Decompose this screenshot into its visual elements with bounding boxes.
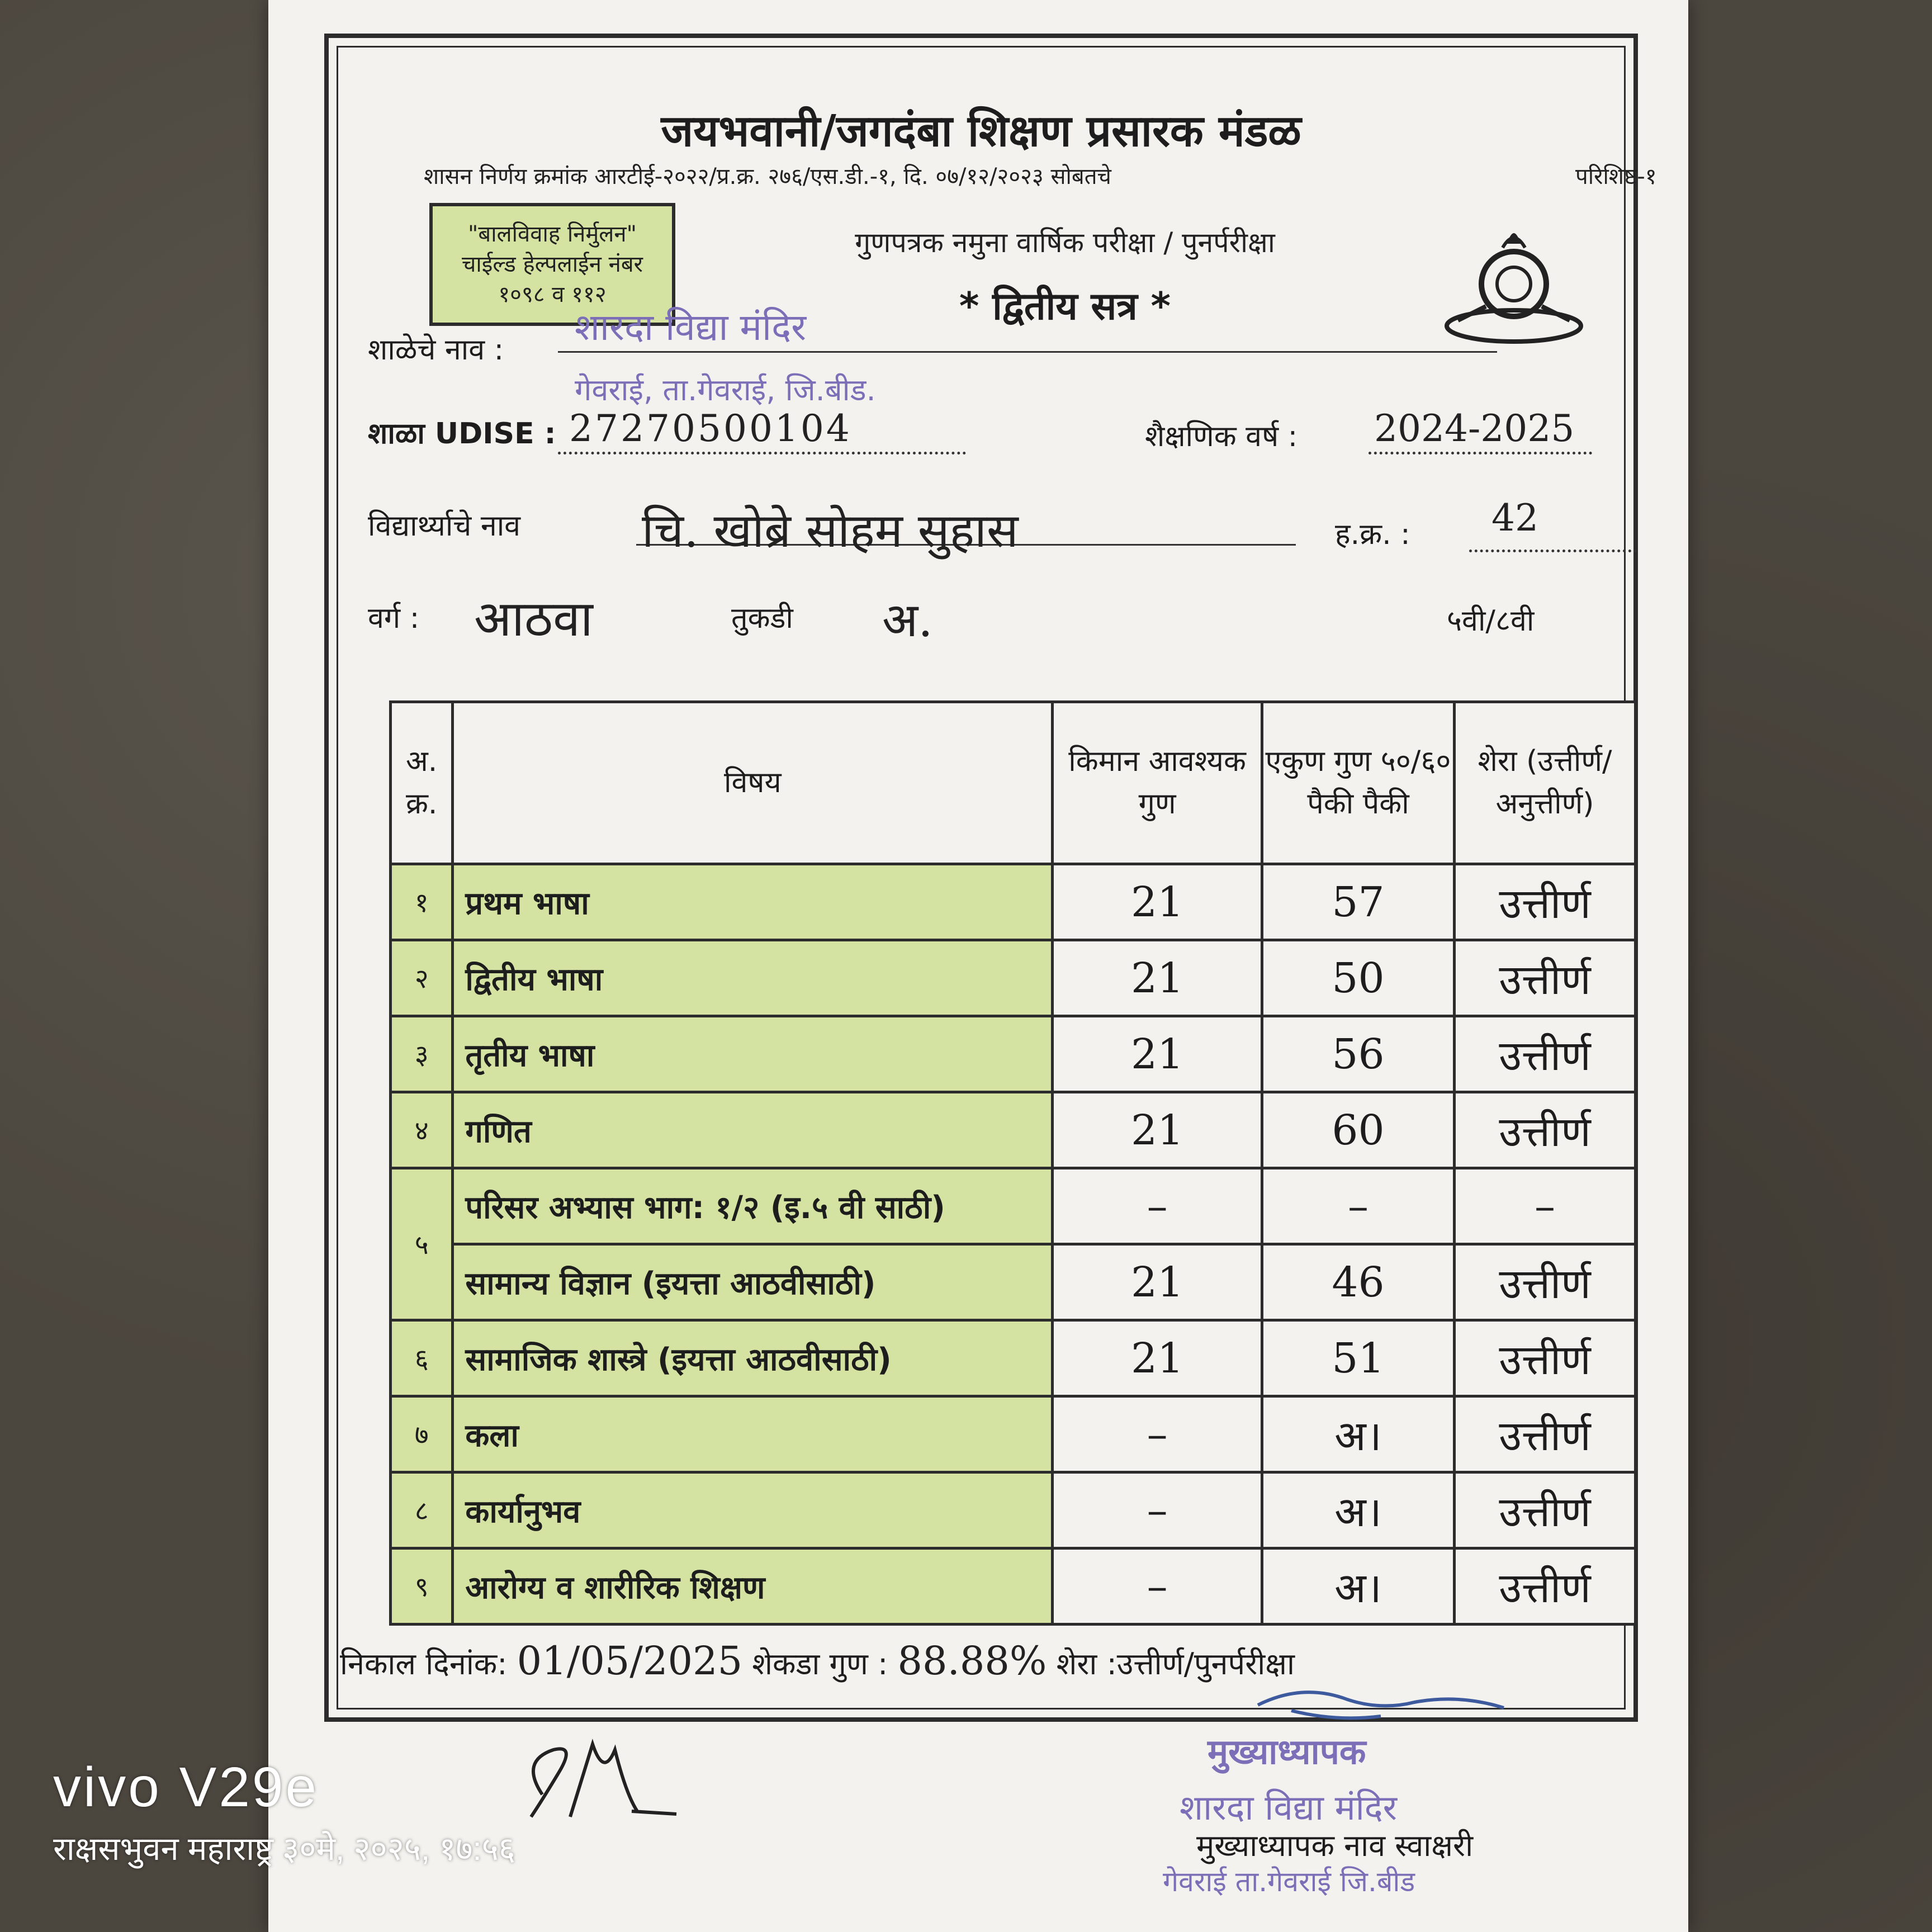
udise-value: 27270500104 bbox=[569, 407, 852, 450]
row-subject: कार्यानुभव bbox=[453, 1472, 1053, 1549]
row-remark: – bbox=[1455, 1168, 1636, 1244]
camera-watermark bbox=[53, 1755, 515, 1869]
header-min-marks: किमान आवश्यक गुण bbox=[1053, 702, 1262, 864]
row-serial: ३ bbox=[391, 1016, 453, 1092]
table-row bbox=[391, 1016, 1636, 1092]
school-address-stamp: गेवराई, ता.गेवराई, जि.बीड. bbox=[575, 372, 876, 408]
class-teacher-signature bbox=[509, 1727, 710, 1834]
row-total-marks: अ। bbox=[1262, 1396, 1454, 1472]
table-row bbox=[391, 1320, 1636, 1396]
row-min-marks: – bbox=[1053, 1549, 1262, 1625]
row-min-marks: – bbox=[1053, 1472, 1262, 1549]
academic-year-dotted-line bbox=[1368, 452, 1592, 454]
row-min-marks: 21 bbox=[1053, 1092, 1262, 1168]
table-row bbox=[391, 1549, 1636, 1625]
table-row bbox=[391, 1244, 1636, 1320]
table-row bbox=[391, 940, 1636, 1016]
semester-title: * द्वितीय सत्र * bbox=[959, 285, 1171, 329]
photo-location-time: राक्षसभुवन महाराष्ट्र ३०मे, २०२५, १७:५६ bbox=[53, 1831, 515, 1867]
school-emblem-logo bbox=[1441, 222, 1587, 351]
row-total-marks: 46 bbox=[1262, 1244, 1454, 1320]
table-row bbox=[391, 1092, 1636, 1168]
percent-label: शेकडा गुण : bbox=[752, 1646, 888, 1682]
percent-value: 88.88% bbox=[897, 1638, 1047, 1684]
row-subject: गणित bbox=[453, 1092, 1053, 1168]
row-serial: २ bbox=[391, 940, 453, 1016]
school-stamp: शारदा विद्या मंदिर bbox=[1180, 1787, 1398, 1828]
roll-number-dotted-line bbox=[1469, 550, 1637, 552]
row-remark: उत्तीर्ण bbox=[1455, 1092, 1636, 1168]
school-name-line bbox=[558, 351, 1497, 353]
result-line bbox=[340, 1638, 1295, 1684]
header-remarks: शेरा (उत्तीर्ण/ अनुत्तीर्ण) bbox=[1455, 702, 1636, 864]
row-total-marks: अ। bbox=[1262, 1549, 1454, 1625]
row-subject: सामाजिक शास्त्रे (इयत्ता आठवीसाठी) bbox=[453, 1320, 1053, 1396]
headmaster-signature-label: मुख्याध्यापक नाव स्वाक्षरी bbox=[1196, 1828, 1474, 1863]
result-date-value: 01/05/2025 bbox=[517, 1638, 743, 1684]
row-total-marks: 56 bbox=[1262, 1016, 1454, 1092]
academic-year-value: 2024-2025 bbox=[1374, 407, 1575, 450]
division-label: तुकडी bbox=[731, 602, 793, 635]
division-value: अ. bbox=[882, 593, 933, 647]
school-name-stamp: शारदा विद्या मंदिर bbox=[575, 306, 807, 349]
row-serial: ६ bbox=[391, 1320, 453, 1396]
row-total-marks: 60 bbox=[1262, 1092, 1454, 1168]
row-serial: १ bbox=[391, 864, 453, 940]
row-subject: आरोग्य व शारीरिक शिक्षण bbox=[453, 1549, 1053, 1625]
header-serial: अ. क्र. bbox=[391, 702, 453, 864]
row-remark: उत्तीर्ण bbox=[1455, 940, 1636, 1016]
school-name-label: शाळेचे नाव : bbox=[368, 333, 504, 367]
roll-number-label: ह.क्र. : bbox=[1335, 518, 1410, 551]
udise-label: शाळा UDISE : bbox=[368, 417, 556, 451]
row-min-marks: 21 bbox=[1053, 940, 1262, 1016]
row-total-marks: अ। bbox=[1262, 1472, 1454, 1549]
row-subject: तृतीय भाषा bbox=[453, 1016, 1053, 1092]
academic-year-label: शैक्षणिक वर्ष : bbox=[1145, 420, 1298, 453]
notice-line-3: १०९८ व ११२ bbox=[498, 282, 607, 307]
udise-dotted-line bbox=[558, 452, 966, 454]
school-stamp-address: गेवराई ता.गेवराई जि.बीड bbox=[1163, 1865, 1415, 1898]
roll-number-value: 42 bbox=[1491, 496, 1538, 539]
row-serial: ८ bbox=[391, 1472, 453, 1549]
org-title: जयभवानी/जगदंबा शिक्षण प्रसारक मंडळ bbox=[661, 106, 1301, 157]
row-remark: उत्तीर्ण bbox=[1455, 1244, 1636, 1320]
row-total-marks: 57 bbox=[1262, 864, 1454, 940]
row-remark: उत्तीर्ण bbox=[1455, 1472, 1636, 1549]
row-min-marks: 21 bbox=[1053, 1244, 1262, 1320]
row-serial: ९ bbox=[391, 1549, 453, 1625]
row-min-marks: 21 bbox=[1053, 1320, 1262, 1396]
row-serial: ७ bbox=[391, 1396, 453, 1472]
table-row bbox=[391, 1472, 1636, 1549]
row-remark: उत्तीर्ण bbox=[1455, 1396, 1636, 1472]
result-remark-label: शेरा :उत्तीर्ण/पुनर्परीक्षा bbox=[1056, 1646, 1295, 1682]
exam-subtitle: गुणपत्रक नमुना वार्षिक परीक्षा / पुनर्परीक्षा bbox=[855, 226, 1275, 259]
table-row bbox=[391, 1168, 1636, 1244]
government-resolution-line bbox=[424, 160, 1657, 191]
row-subject: प्रथम भाषा bbox=[453, 864, 1053, 940]
row-remark: उत्तीर्ण bbox=[1455, 1016, 1636, 1092]
appendix-label: परिशिष्ट-१ bbox=[1575, 164, 1657, 190]
row-total-marks: 51 bbox=[1262, 1320, 1454, 1396]
class-value: आठवा bbox=[474, 590, 593, 647]
marksheet-frame bbox=[324, 34, 1657, 1722]
class-label: वर्ग : bbox=[368, 602, 420, 635]
row-min-marks: – bbox=[1053, 1168, 1262, 1244]
table-row bbox=[391, 864, 1636, 940]
notice-line-1: "बालविवाह निर्मुलन" bbox=[467, 221, 637, 247]
headmaster-stamp: मुख्याध्यापक bbox=[1208, 1731, 1366, 1772]
row-total-marks: – bbox=[1262, 1168, 1454, 1244]
row-serial: ५ bbox=[391, 1168, 453, 1320]
row-subject: कला bbox=[453, 1396, 1053, 1472]
header-total-marks: एकुण गुण ५०/६० पैकी पैकी bbox=[1262, 702, 1454, 864]
row-min-marks: 21 bbox=[1053, 1016, 1262, 1092]
marks-table bbox=[389, 700, 1637, 1626]
row-total-marks: 50 bbox=[1262, 940, 1454, 1016]
result-date-label: निकाल दिनांक: bbox=[340, 1646, 508, 1682]
row-min-marks: – bbox=[1053, 1396, 1262, 1472]
table-row bbox=[391, 1396, 1636, 1472]
student-name-label: विद्यार्थ्याचे नाव bbox=[368, 509, 521, 543]
row-remark: उत्तीर्ण bbox=[1455, 1320, 1636, 1396]
row-subject: सामान्य विज्ञान (इयत्ता आठवीसाठी) bbox=[453, 1244, 1053, 1320]
standard-label: ५वी/८वी bbox=[1447, 604, 1535, 638]
row-subject: द्वितीय भाषा bbox=[453, 940, 1053, 1016]
row-subject: परिसर अभ्यास भाग: १/२ (इ.५ वी साठी) bbox=[453, 1168, 1053, 1244]
camera-brand: vivo V29e bbox=[53, 1756, 319, 1819]
row-remark: उत्तीर्ण bbox=[1455, 864, 1636, 940]
gr-text: शासन निर्णय क्रमांक आरटीई-२०२२/प्र.क्र. २७६/एस.डी.-१, दि. ०७/१२/२०२३ सोबतचे bbox=[424, 164, 1111, 190]
row-min-marks: 21 bbox=[1053, 864, 1262, 940]
notice-line-2: चाईल्ड हेल्पलाईन नंबर bbox=[461, 252, 643, 277]
header-subject: विषय bbox=[453, 702, 1053, 864]
row-remark: उत्तीर्ण bbox=[1455, 1549, 1636, 1625]
row-serial: ४ bbox=[391, 1092, 453, 1168]
marksheet-paper bbox=[268, 0, 1688, 1932]
marks-table-header bbox=[391, 702, 1636, 864]
student-name-value: चि. खोब्रे सोहम सुहास bbox=[642, 503, 1019, 558]
